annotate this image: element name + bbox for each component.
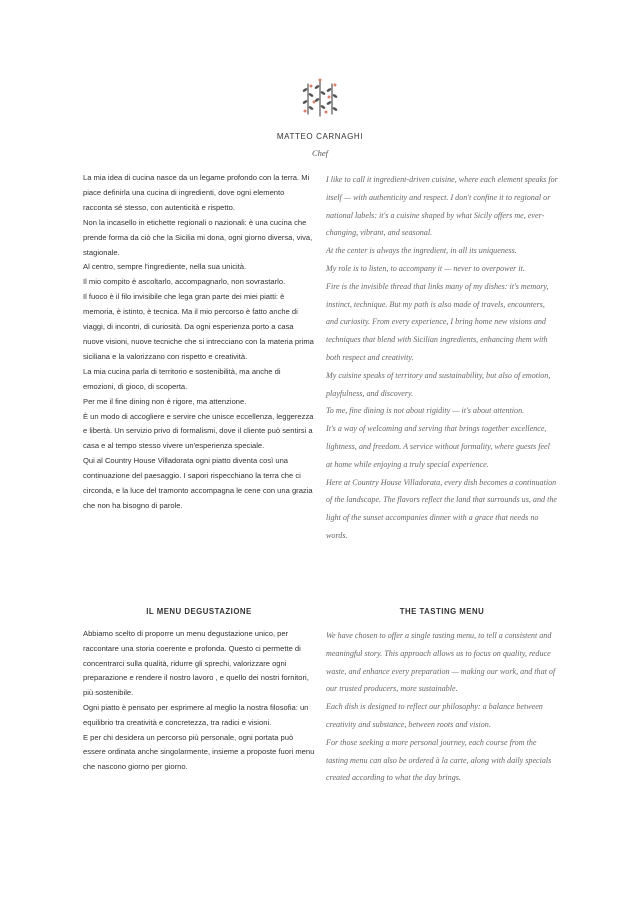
intro-en-paragraph: It's a way of welcoming and serving that brings together excellence, lightness, and freedom. A service without formality, where guests feel at home while enjoying a truly special experience.: [326, 424, 550, 469]
tasting-menu-heading-english: THE TASTING MENU: [399, 607, 485, 616]
menu-en-paragraph: Each dish is designed to reflect our philosophy: a balance between creativity and substance, between roots and vision.: [326, 702, 543, 729]
intro-en-paragraph: My role is to listen, to accompany it — never to overpower it.: [326, 263, 525, 273]
chef-role: Chef: [311, 148, 329, 158]
menu-it-paragraph: Ogni piatto è pensato per esprimere al meglio la nostra filosofia: un equilibrio tra creatività e concretezza, tra radici e visioni.: [83, 702, 309, 727]
intro-it-paragraph: La mia idea di cucina nasce da un legame profondo con la terra. Mi piace definirla una cucina di ingredienti, dove ogni elemento racconta sé stesso, con autenticità e rispetto.: [83, 173, 310, 212]
chef-name: MATTEO CARNAGHI: [276, 132, 364, 141]
intro-en-paragraph: Fire is the invisible thread that links many of my dishes: it's memory, instinct, technique. But my path is also made of travels, encounters, and curiosity. From every experience, I bring home new visions and techniques that blend with Sicilian ingredients, enhancing them with both respect and creativity.: [326, 281, 549, 362]
intro-it-paragraph: Al centro, sempre l'ingrediente, nella sua unicità.: [83, 262, 247, 272]
tasting-menu-english-text: [326, 627, 558, 787]
intro-it-paragraph: Il mio compito è ascoltarlo, accompagnarlo, non sovrastarlo.: [83, 277, 286, 287]
tasting-menu-heading-italian: IL MENU DEGUSTAZIONE: [146, 607, 252, 616]
intro-it-paragraph: Per me il fine dining non è rigore, ma attenzione.: [83, 396, 247, 406]
intro-italian-text: [83, 171, 315, 514]
olive-branch-logo-icon: [298, 76, 342, 120]
menu-en-paragraph: For those seeking a more personal journey, each course from the tasting menu can also be ordered à la carte, along with daily specials created according to what the day brings.: [326, 737, 552, 783]
intro-it-paragraph: Il fuoco è il filo invisibile che lega gran parte dei miei piatti: è memoria, è istinto, è tecnica. Ma il mio percorso è fatto anche di viaggi, di incontri, di curiosità. Da ogni esperienza porto a casa nuove visioni, nuove tecniche che si intrecciano con la materia prima siciliana e la valorizzano con rispetto e creatività.: [83, 292, 314, 361]
intro-en-paragraph: Here at Country House Villadorata, every dish becomes a continuation of the landscape. The flavors reflect the land that surrounds us, and the light of the sunset accompanies dinner with a grace that needs no words.: [326, 477, 557, 540]
intro-en-paragraph: My cuisine speaks of territory and sustainability, but also of emotion, playfulness, and discovery.: [326, 370, 551, 398]
intro-en-paragraph: At the center is always the ingredient, in all its uniqueness.: [326, 246, 517, 256]
intro-en-paragraph: To me, fine dining is not about rigidity — it's about attention.: [326, 406, 525, 416]
tasting-menu-italian-text: [83, 627, 315, 775]
menu-en-paragraph: We have chosen to offer a single tasting menu, to tell a consistent and meaningful story. This approach allows us to focus on quality, reduce waste, and enhance every preparation — making our work, and that of our trusted producers, more sustainable.: [326, 631, 556, 694]
intro-it-paragraph: Qui al Country House Villadorata ogni piatto diventa così una continuazione del paesaggio. I sapori rispecchiano la terra che ci circonda, e la luce del tramonto accompagna le cene con una grazia che non ha bisogno di parole.: [83, 456, 313, 510]
intro-en-paragraph: I like to call it ingredient-driven cuisine, where each element speaks for itself — with authenticity and respect. I don't confine it to regional or national labels: it's a cuisine shaped by what Sicily offers me, ever-changing, vibrant, and seasonal.: [326, 175, 558, 238]
intro-it-paragraph: La mia cucina parla di territorio e sostenibilità, ma anche di emozioni, di gioco, di scoperta.: [83, 366, 281, 391]
intro-english-text: [326, 171, 558, 545]
menu-it-paragraph: E per chi desidera un percorso più personale, ogni portata può essere ordinata anche singolarmente, insieme a proposte fuori menu che nascono giorno per giorno.: [83, 732, 315, 772]
menu-it-paragraph: Abbiamo scelto di proporre un menu degustazione unico, per raccontare una storia coerente e profonda. Questo ci permette di concentrarci sulla qualità, ridurre gli sprechi, valorizzare ogni preparazione e rendere il nostro lavoro , e quello dei nostri fornitori, più sostenibile.: [83, 629, 309, 698]
intro-it-paragraph: È un modo di accogliere e servire che unisce eccellenza, leggerezza e libertà. Un servizio privo di formalismi, dove il cliente può sentirsi a casa e al tempo stesso vivere un'esperienza speciale.: [83, 411, 314, 451]
intro-it-paragraph: Non la incasello in etichette regionali o nazionali: è una cucina che prende forma da ciò che la Sicilia mi dona, ogni giorno diversa, viva, stagionale.: [83, 217, 313, 257]
